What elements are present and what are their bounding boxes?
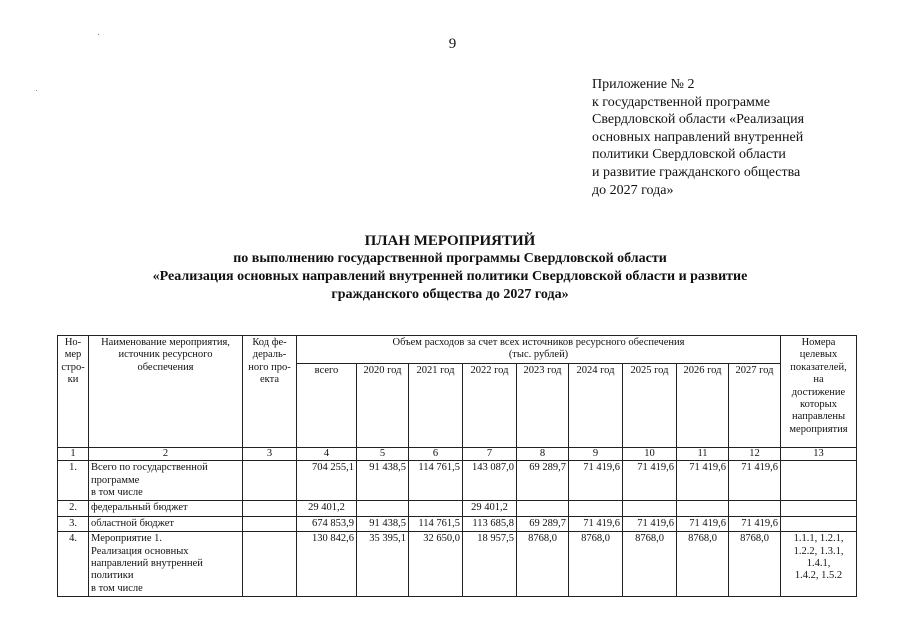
row-value: 674 853,9 bbox=[297, 516, 357, 531]
row-indicators bbox=[781, 501, 857, 516]
row-value: 91 438,5 bbox=[357, 516, 409, 531]
row-value: 114 761,5 bbox=[409, 516, 463, 531]
row-indicators bbox=[781, 461, 857, 501]
header-row bbox=[58, 336, 857, 364]
row-value: 71 419,6 bbox=[623, 516, 677, 531]
table-row bbox=[58, 532, 857, 597]
column-number: 2 bbox=[89, 447, 243, 460]
row-name: Мероприятие 1. Реализация основных направлений внутренней политики в том числе bbox=[89, 532, 243, 597]
row-value bbox=[729, 501, 781, 516]
column-number: 4 bbox=[297, 447, 357, 460]
column-number: 8 bbox=[517, 447, 569, 460]
row-value: 69 289,7 bbox=[517, 516, 569, 531]
column-number: 9 bbox=[569, 447, 623, 460]
row-value: 35 395,1 bbox=[357, 532, 409, 597]
header-year: 2022 год bbox=[463, 363, 517, 447]
column-number: 13 bbox=[781, 447, 857, 460]
row-value: 71 419,6 bbox=[623, 461, 677, 501]
column-number: 10 bbox=[623, 447, 677, 460]
row-value: 113 685,8 bbox=[463, 516, 517, 531]
title-line: по выполнению государственной программы Свердловской области bbox=[233, 251, 667, 266]
row-value: 71 419,6 bbox=[677, 516, 729, 531]
header-year: 2025 год bbox=[623, 363, 677, 447]
row-number: 2. bbox=[58, 501, 89, 516]
row-value: 71 419,6 bbox=[729, 516, 781, 531]
header-year: 2023 год bbox=[517, 363, 569, 447]
row-number: 4. bbox=[58, 532, 89, 597]
row-value: 69 289,7 bbox=[517, 461, 569, 501]
table-row bbox=[58, 516, 857, 531]
row-value bbox=[569, 501, 623, 516]
table-row bbox=[58, 501, 857, 516]
row-name: Всего по государственной программе в том числе bbox=[89, 461, 243, 501]
header-year: всего bbox=[297, 363, 357, 447]
row-value: 114 761,5 bbox=[409, 461, 463, 501]
appendix-line: к государственной программе bbox=[592, 94, 770, 110]
appendix-line: и развитие гражданского общества bbox=[592, 164, 801, 180]
row-value: 8768,0 bbox=[517, 532, 569, 597]
header-year: 2024 год bbox=[569, 363, 623, 447]
appendix-line: Приложение № 2 bbox=[592, 77, 695, 92]
row-value: 32 650,0 bbox=[409, 532, 463, 597]
page-number: 9 bbox=[448, 36, 457, 52]
row-value: 71 419,6 bbox=[569, 516, 623, 531]
row-value: 18 957,5 bbox=[463, 532, 517, 597]
appendix-header bbox=[592, 76, 804, 199]
row-code bbox=[243, 516, 297, 531]
header-name: Наименование мероприятия, источник ресурсного обеспечения bbox=[89, 336, 243, 448]
column-numbers-row bbox=[58, 447, 857, 460]
row-value bbox=[409, 501, 463, 516]
row-value: 71 419,6 bbox=[677, 461, 729, 501]
row-name: федеральный бюджет bbox=[89, 501, 243, 516]
row-value: 29 401,2 bbox=[463, 501, 517, 516]
title-line: «Реализация основных направлений внутренней политики Свердловской области и развитие bbox=[152, 269, 748, 284]
row-indicators bbox=[781, 516, 857, 531]
row-value: 91 438,5 bbox=[357, 461, 409, 501]
appendix-line: Свердловской области «Реализация bbox=[592, 112, 805, 128]
row-value: 8768,0 bbox=[569, 532, 623, 597]
column-number: 12 bbox=[729, 447, 781, 460]
row-value: 8768,0 bbox=[677, 532, 729, 597]
document-title bbox=[60, 232, 840, 304]
appendix-line: основных направлений внутренней bbox=[592, 129, 804, 145]
row-value bbox=[677, 501, 729, 516]
row-value: 143 087,0 bbox=[463, 461, 517, 501]
row-value: 8768,0 bbox=[729, 532, 781, 597]
header-row-number: Но- мер стро- ки bbox=[58, 336, 89, 448]
row-value: 71 419,6 bbox=[729, 461, 781, 501]
table-row bbox=[58, 461, 857, 501]
column-number: 1 bbox=[58, 447, 89, 460]
column-number: 6 bbox=[409, 447, 463, 460]
column-number: 5 bbox=[357, 447, 409, 460]
header-volume: Объем расходов за счет всех источников ресурсного обеспечения (тыс. рублей) bbox=[297, 336, 781, 364]
appendix-line: политики Свердловской области bbox=[592, 147, 786, 163]
header-code: Код фе- дераль- ного про- екта bbox=[243, 336, 297, 448]
row-value: 130 842,6 bbox=[297, 532, 357, 597]
row-value bbox=[517, 501, 569, 516]
row-code bbox=[243, 501, 297, 516]
row-code bbox=[243, 461, 297, 501]
appendix-line: до 2027 года» bbox=[592, 182, 674, 198]
title-line: ПЛАН МЕРОПРИЯТИЙ bbox=[364, 233, 536, 249]
row-value: 8768,0 bbox=[623, 532, 677, 597]
scan-speck bbox=[98, 34, 99, 35]
row-value: 704 255,1 bbox=[297, 461, 357, 501]
column-number: 3 bbox=[243, 447, 297, 460]
header-indicators: Номера целевых показателей, на достижение которых направлены мероприятия bbox=[781, 336, 857, 448]
row-value bbox=[623, 501, 677, 516]
row-number: 3. bbox=[58, 516, 89, 531]
row-value: 29 401,2 bbox=[297, 501, 357, 516]
title-line: гражданского общества до 2027 года» bbox=[331, 287, 569, 302]
row-value: 71 419,6 bbox=[569, 461, 623, 501]
plan-table bbox=[57, 335, 857, 597]
column-number: 7 bbox=[463, 447, 517, 460]
header-year: 2020 год bbox=[357, 363, 409, 447]
scan-speck bbox=[36, 90, 37, 91]
header-year: 2021 год bbox=[409, 363, 463, 447]
header-year: 2027 год bbox=[729, 363, 781, 447]
row-code bbox=[243, 532, 297, 597]
column-number: 11 bbox=[677, 447, 729, 460]
row-indicators: 1.1.1, 1.2.1, 1.2.2, 1.3.1, 1.4.1, 1.4.2, 1.5.2 bbox=[781, 532, 857, 597]
row-number: 1. bbox=[58, 461, 89, 501]
row-name: областной бюджет bbox=[89, 516, 243, 531]
header-year: 2026 год bbox=[677, 363, 729, 447]
row-value bbox=[357, 501, 409, 516]
